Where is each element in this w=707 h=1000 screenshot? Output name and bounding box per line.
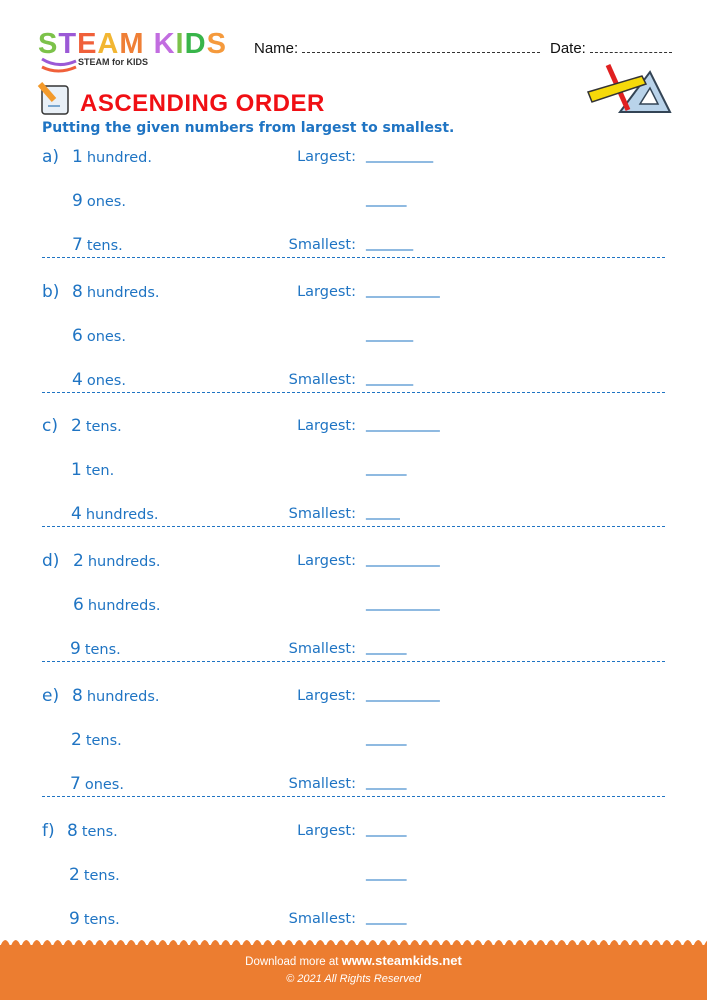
answer-blank[interactable]: ______: [366, 639, 406, 656]
answer-blank[interactable]: _______: [366, 325, 413, 342]
name-label: Name:: [254, 40, 299, 57]
digit: 4: [71, 504, 82, 525]
place-value-unit: ones.: [86, 372, 126, 389]
answer-blank[interactable]: ______: [366, 864, 406, 881]
answer-blank[interactable]: ______: [366, 908, 406, 925]
logo-letter: E: [77, 28, 98, 60]
digit: 2: [73, 551, 84, 572]
logo-letter: K: [153, 28, 176, 60]
number-row: [0, 865, 707, 889]
place-value-unit: tens.: [85, 419, 122, 436]
number-row: [0, 504, 707, 528]
number-item: [71, 730, 122, 750]
place-value-unit: tens.: [85, 732, 122, 749]
logo-letter: [145, 30, 154, 59]
digit: 9: [70, 639, 81, 660]
number-row: [0, 639, 707, 663]
largest-label: Largest:: [297, 687, 356, 704]
digit: 9: [69, 908, 80, 929]
number-item: [71, 460, 114, 480]
number-item: [72, 370, 126, 390]
smallest-label: Smallest:: [288, 641, 356, 658]
footer-copyright: © 2021 All Rights Reserved: [286, 973, 421, 985]
number-item: [69, 865, 120, 885]
answer-blank[interactable]: ______: [366, 820, 406, 837]
digit: 7: [70, 773, 81, 794]
answer-blank[interactable]: __________: [366, 147, 433, 163]
section-divider: [42, 796, 665, 797]
answer-blank[interactable]: _______: [366, 369, 413, 386]
answer-blank[interactable]: _____: [366, 504, 400, 521]
place-value-unit: ones.: [86, 194, 126, 210]
digit: 6: [72, 325, 83, 346]
question-letter: e): [42, 685, 60, 706]
logo-letter: M: [119, 28, 145, 60]
place-value-unit: hundreds.: [86, 688, 160, 705]
digit: 2: [71, 416, 82, 437]
number-item: [71, 416, 122, 436]
place-value-unit: tens.: [83, 911, 120, 928]
answer-blank[interactable]: ______: [366, 191, 406, 207]
place-value-unit: tens.: [84, 642, 121, 659]
number-row: [0, 909, 707, 933]
answer-blank[interactable]: ___________: [366, 551, 440, 568]
section-divider: [42, 526, 665, 527]
question-letter: c): [42, 416, 58, 437]
logo-letter: S: [206, 28, 227, 60]
number-row: [0, 551, 707, 575]
place-value-unit: tens.: [86, 238, 123, 254]
number-item: [72, 326, 126, 346]
logo-letter: A: [97, 28, 120, 60]
question-section: [0, 821, 707, 956]
number-row: [0, 326, 707, 350]
answer-blank[interactable]: _______: [366, 235, 413, 251]
worksheet-title: ASCENDING ORDER: [80, 90, 325, 117]
number-row: [0, 730, 707, 754]
number-row: [0, 191, 707, 215]
answer-blank[interactable]: ___________: [366, 416, 440, 433]
question-letter: d): [42, 551, 60, 572]
digit: 8: [72, 685, 83, 706]
digit: 9: [72, 191, 83, 211]
largest-label: Largest:: [297, 822, 356, 839]
smallest-label: Smallest:: [288, 371, 356, 388]
largest-label: Largest:: [297, 553, 356, 570]
logo-letter: T: [58, 28, 78, 60]
digit: 6: [73, 595, 84, 616]
instructions: Putting the given numbers from largest to smallest.: [42, 120, 455, 136]
place-value-unit: tens.: [83, 867, 120, 884]
number-item: [72, 235, 123, 255]
logo-swoosh-icon: [40, 55, 80, 75]
largest-label: Largest:: [297, 418, 356, 435]
date-label: Date:: [550, 40, 586, 57]
number-row: [0, 774, 707, 798]
place-value-unit: hundreds.: [87, 554, 161, 571]
pencil-paper-icon: [36, 80, 74, 118]
number-item: [72, 191, 126, 211]
number-row: [0, 370, 707, 394]
digit: 7: [72, 235, 83, 255]
number-item: [70, 774, 124, 794]
number-row: [0, 147, 707, 171]
question-letter: b): [42, 281, 60, 302]
section-divider: [42, 661, 665, 662]
number-item: [72, 147, 152, 167]
logo-letter: S: [38, 28, 59, 60]
footer-download: [0, 953, 707, 968]
question-section: [0, 551, 707, 686]
smallest-label: Smallest:: [288, 237, 356, 253]
ruler-pencil-icon: [580, 62, 675, 117]
smallest-label: Smallest:: [288, 506, 356, 523]
logo-letter: I: [175, 28, 185, 60]
number-item: [72, 686, 160, 706]
place-value-unit: ones.: [86, 328, 126, 345]
place-value-unit: hundreds.: [87, 598, 161, 615]
place-value-unit: hundreds.: [85, 507, 159, 524]
place-value-unit: hundred.: [86, 150, 152, 166]
number-row: [0, 686, 707, 710]
smallest-label: Smallest:: [288, 775, 356, 792]
logo-subtitle: STEAM for KIDS: [78, 57, 149, 67]
number-row: [0, 282, 707, 306]
place-value-unit: ten.: [85, 463, 115, 480]
question-section: [0, 282, 707, 417]
digit: 2: [71, 729, 82, 750]
digit: 2: [69, 864, 80, 885]
largest-label: Largest:: [297, 283, 356, 300]
answer-blank[interactable]: ___________: [366, 685, 440, 702]
digit: 8: [67, 820, 78, 841]
number-item: [72, 282, 160, 302]
number-row: [0, 821, 707, 845]
number-row: [0, 595, 707, 619]
number-item: [67, 821, 118, 841]
largest-label: Largest:: [297, 149, 356, 165]
footer-url-link[interactable]: www.steamkids.net: [341, 953, 462, 968]
number-item: [73, 595, 161, 615]
answer-blank[interactable]: ___________: [366, 595, 440, 612]
question-section: [0, 686, 707, 821]
number-row: [0, 460, 707, 484]
logo-letter: D: [184, 28, 207, 60]
name-field[interactable]: [302, 52, 540, 53]
answer-blank[interactable]: ______: [366, 460, 406, 477]
digit: 8: [72, 281, 83, 302]
place-value-unit: tens.: [81, 823, 118, 840]
section-divider: [42, 257, 665, 258]
number-row: [0, 416, 707, 440]
date-field[interactable]: [590, 52, 672, 53]
question-letter: a): [42, 147, 60, 167]
question-section: [0, 416, 707, 551]
place-value-unit: ones.: [84, 776, 124, 793]
number-item: [69, 909, 120, 929]
number-item: [73, 551, 161, 571]
answer-blank[interactable]: ___________: [366, 281, 440, 298]
question-letter: f): [42, 820, 55, 841]
digit: 1: [71, 460, 82, 481]
question-section: [0, 147, 707, 282]
smallest-label: Smallest:: [288, 910, 356, 927]
number-item: [70, 639, 121, 659]
answer-blank[interactable]: ______: [366, 773, 406, 790]
digit: 1: [72, 147, 83, 167]
number-item: [71, 504, 159, 524]
place-value-unit: hundreds.: [86, 284, 160, 301]
section-divider: [42, 392, 665, 393]
answer-blank[interactable]: ______: [366, 729, 406, 746]
number-row: [0, 235, 707, 259]
download-text: Download more at: [245, 956, 339, 968]
digit: 4: [72, 369, 83, 390]
